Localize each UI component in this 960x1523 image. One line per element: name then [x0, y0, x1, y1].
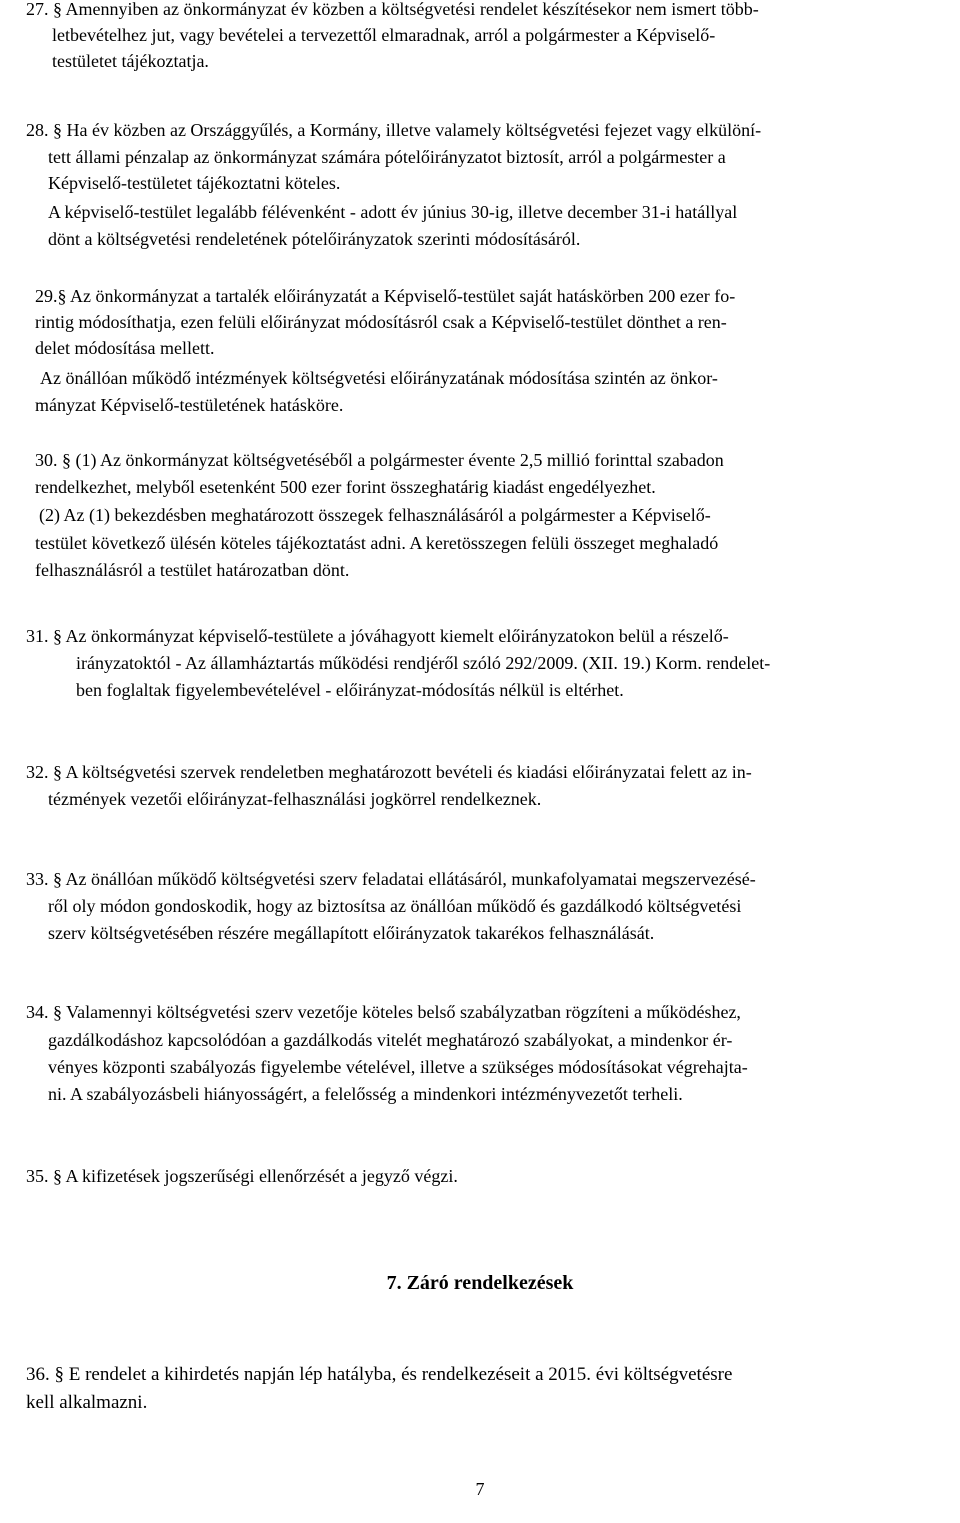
p27-line-3: testületet tájékoztatja.	[52, 51, 209, 71]
p29-line-2: rintig módosíthatja, ezen felüli előirányzat módosításról csak a Képviselő-testület dönthet a ren-	[35, 312, 727, 332]
p30-line-5: felhasználásról a testület határozatban dönt.	[35, 560, 350, 580]
p33-line-3: szerv költségvetésében részére megállapított előirányzatok takarékos felhasználását.	[48, 923, 655, 943]
p29-line-4: Az önállóan működő intézmények költségvetési előirányzatának módosítása szintén az önkor-	[40, 368, 718, 388]
p27-line-2: letbevételhez jut, vagy bevételei a tervezettől elmaradnak, arról a polgármester a Képviselő-	[52, 25, 716, 45]
p28-line-4: A képviselő-testület legalább félévenként - adott év június 30-ig, illetve december 31-i hatállyal	[48, 202, 738, 222]
p34-line-2: gazdálkodáshoz kapcsolódóan a gazdálkodás vitelét meghatározó szabályokat, a mindenkor ér-	[48, 1030, 733, 1050]
p28-line-5: dönt a költségvetési rendeletének pótelőirányzatok szerinti módosításáról.	[48, 229, 581, 249]
p29-line-1: 29.§ Az önkormányzat a tartalék előirányzatát a Képviselő-testület saját hatáskörben 200 ezer fo-	[35, 286, 736, 306]
p34-line-3: vényes központi szabályozás figyelembe vételével, illetve a szükséges módosításokat végrehajta-	[48, 1057, 748, 1077]
p30-line-1: 30. § (1) Az önkormányzat költségvetéséből a polgármester évente 2,5 millió forinttal szabadon	[35, 450, 724, 470]
p35-line-1: 35. § A kifizetések jogszerűségi ellenőrzését a jegyző végzi.	[26, 1166, 458, 1186]
section-heading: 7. Záró rendelkezések	[386, 1272, 574, 1294]
p34-line-1: 34. § Valamennyi költségvetési szerv vezetője köteles belső szabályzatban rögzíteni a működéshez,	[26, 1002, 741, 1022]
p36-line-2: kell alkalmazni.	[26, 1392, 148, 1413]
p28-line-3: Képviselő-testületet tájékoztatni köteles.	[48, 173, 341, 193]
p27-line-1: 27. § Amennyiben az önkormányzat év közben a költségvetési rendelet készítésekor nem ismert több-	[26, 0, 759, 19]
page-number: 7	[475, 1479, 485, 1499]
p32-line-1: 32. § A költségvetési szervek rendeletben meghatározott bevételi és kiadási előirányzatai felett az in-	[26, 762, 752, 782]
p31-line-2: irányzatoktól - Az államháztartás működési rendjéről szóló 292/2009. (XII. 19.) Korm. rendelet-	[76, 653, 771, 673]
p29-line-3: delet módosítása mellett.	[35, 338, 215, 358]
p30-line-2: rendelkezhet, melyből esetenként 500 ezer forint összeghatárig kiadást engedélyezhet.	[35, 477, 656, 497]
p31-line-1: 31. § Az önkormányzat képviselő-testülete a jóváhagyott kiemelt előirányzatokon belül a részelő-	[26, 626, 729, 646]
p28-line-1: 28. § Ha év közben az Országgyűlés, a Kormány, illetve valamely költségvetési fejezet vagy elkülöní-	[26, 120, 762, 140]
p30-line-4: testület következő ülésén köteles tájékoztatást adni. A keretösszegen felüli összeget meghaladó	[35, 533, 719, 553]
p32-line-2: tézmények vezetői előirányzat-felhasználási jogkörrel rendelkeznek.	[48, 789, 542, 809]
p34-line-4: ni. A szabályozásbeli hiányosságért, a felelősség a mindenkori intézményvezetőt terheli.	[48, 1084, 683, 1104]
p29-line-5: mányzat Képviselő-testületének hatásköre.	[35, 395, 344, 415]
p33-line-1: 33. § Az önállóan működő költségvetési szerv feladatai ellátásáról, munkafolyamatai megszervezésé-	[26, 869, 756, 889]
p36-line-1: 36. § E rendelet a kihirdetés napján lép hatályba, és rendelkezéseit a 2015. évi költségvetésre	[26, 1364, 733, 1385]
p28-line-2: tett állami pénzalap az önkormányzat számára pótelőirányzatot biztosít, arról a polgármester a	[48, 147, 726, 167]
p30-line-3: (2) Az (1) bekezdésben meghatározott összegek felhasználásáról a polgármester a Képviselő-	[39, 505, 711, 525]
p31-line-3: ben foglaltak figyelembevételével - előirányzat-módosítás nélkül is eltérhet.	[76, 680, 624, 700]
p33-line-2: ről oly módon gondoskodik, hogy az biztosítsa az önállóan működő és gazdálkodó költségvetési	[48, 896, 742, 916]
